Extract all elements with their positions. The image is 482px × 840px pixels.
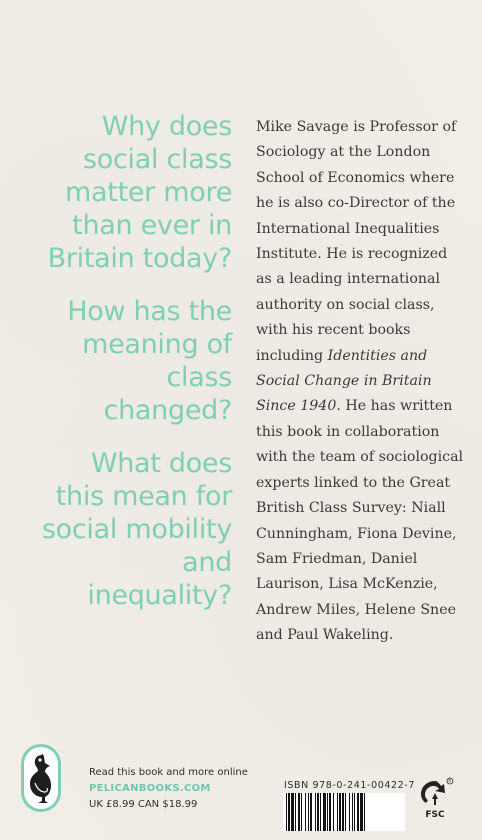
barcode-bar: [310, 793, 312, 831]
barcode-bar: [345, 793, 346, 831]
barcode-bar: [352, 793, 353, 831]
barcode-bar: [349, 793, 350, 831]
barcode-bar: [342, 793, 344, 831]
barcode-bar: [339, 793, 341, 831]
barcode-bar: [301, 793, 302, 831]
footer-website: PELICANBOOKS.COM: [89, 783, 211, 794]
bio-book-title: Identities and Social Change in Britain Since 1940: [256, 347, 432, 415]
barcode-bar: [323, 793, 326, 831]
barcode-bar: [298, 793, 300, 831]
questions-block: [40, 110, 232, 632]
footer-tagline: Read this book and more online: [89, 767, 248, 778]
barcode-bar: [305, 793, 306, 831]
fsc-logo-icon: [416, 777, 454, 821]
barcode-bar: [286, 793, 287, 831]
barcode-bar: [354, 793, 355, 831]
question-3: What does this mean for social mobility and inequality?: [41, 448, 232, 611]
question-2: How has the meaning of class changed?: [67, 296, 232, 426]
bio-text-start: Mike Savage is Professor of Sociology at the London School of Economics where he is also co-Director of the International Inequalities Institute. He is recognized as a leading international authority on social class, with his recent books including: [256, 119, 457, 364]
barcode-bar: [317, 793, 319, 831]
question-1: Why does social class matter more than ever in Britain today?: [47, 111, 232, 274]
footer-price: UK £8.99 CAN $18.99: [89, 799, 198, 810]
fsc-label: FSC: [425, 810, 445, 820]
barcode-bar: [357, 793, 359, 831]
svg-text:R: R: [448, 778, 452, 784]
barcode-bar: [315, 793, 316, 831]
pelican-icon: [20, 743, 62, 813]
barcode-bar: [291, 793, 294, 831]
barcode: [283, 793, 405, 831]
bio-text-end: . He has written this book in collaboration with the team of sociological experts linked to the Great British Class Survey: Niall Cunningham, Fiona Devine, Sam Friedman, Daniel Laurison, Lisa McKenzie, Andrew Miles, Helene Snee and Paul Wakeling.: [256, 398, 464, 644]
barcode-bar: [288, 793, 290, 831]
barcode-bar: [333, 793, 334, 831]
barcode-bar: [360, 793, 363, 831]
barcode-bar: [320, 793, 321, 831]
barcode-bar: [329, 793, 331, 831]
barcode-bar: [337, 793, 338, 831]
isbn-label: ISBN 978-0-241-00422-7: [284, 780, 415, 791]
footer-promo: [89, 765, 248, 813]
author-bio: [256, 115, 466, 649]
barcode-bar: [364, 793, 365, 831]
barcode-bar: [308, 793, 309, 831]
barcode-bar: [295, 793, 296, 831]
barcode-bar: [327, 793, 328, 831]
